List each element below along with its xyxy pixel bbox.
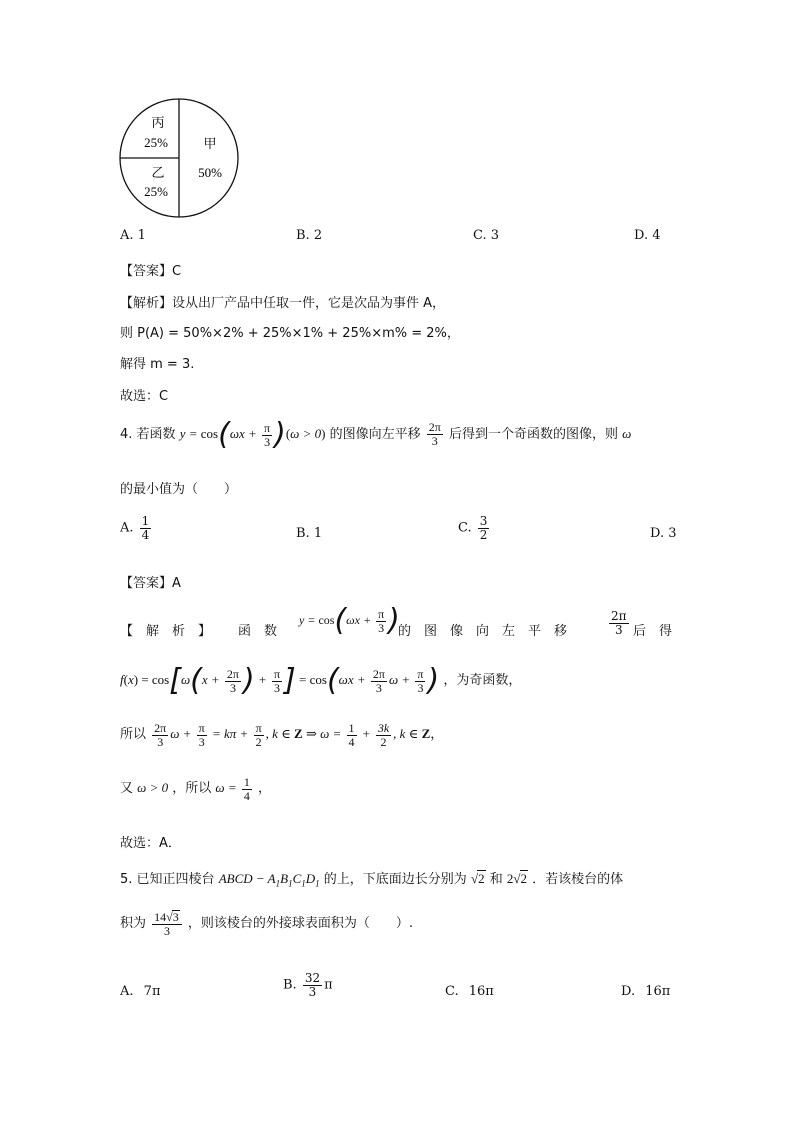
q5-option-c-value: 16π bbox=[468, 984, 494, 999]
q5-stem-line2 bbox=[120, 910, 413, 937]
pie-slice-label-yi: 25% bbox=[144, 184, 168, 199]
q5-volume-fraction: $\frac{14√3}{3}$ bbox=[152, 910, 182, 937]
q4-option-d: D. 3 bbox=[650, 526, 677, 541]
q3-analysis-line1: 【解析】设从出厂产品中任取一件，它是次品为事件 A， bbox=[120, 296, 446, 311]
pie-slice-name-bing: 丙 bbox=[151, 116, 165, 131]
q4-omega-positive: ω > 0 bbox=[137, 780, 169, 796]
q5-number: 5. bbox=[120, 872, 133, 887]
q4-analysis-label: 【 解 析 】 bbox=[120, 624, 212, 639]
q4-line4-end: ， bbox=[258, 781, 272, 797]
q4-number: 4. bbox=[120, 426, 133, 442]
q5-option-c-label: C. bbox=[445, 984, 459, 999]
q5-stem-f: ，则该棱台的外接球表面积为（ ）. bbox=[187, 916, 414, 932]
pie-slice-label-bing: 25% bbox=[144, 135, 168, 150]
q5-option-a-value: 7π bbox=[143, 984, 161, 999]
q4-analysis-word: 函 数 bbox=[238, 624, 278, 639]
q4-stem-line2: 的最小值为（ ） bbox=[120, 482, 238, 497]
q4-stem-c: 后得到一个奇函数的图像，则 bbox=[448, 426, 618, 442]
q4-shift-fraction: $\frac{2\pi}{3}$ bbox=[428, 420, 441, 448]
q3-answer: 【答案】C bbox=[120, 264, 182, 279]
pie-slice-name-yi: 乙 bbox=[151, 166, 165, 181]
q5-option-d-label: D. bbox=[621, 984, 636, 999]
q4-option-b: B. 1 bbox=[296, 526, 323, 541]
q5-top-edge: √2 bbox=[470, 871, 485, 886]
q4-analysis-end: 后 得 bbox=[633, 624, 673, 639]
q4-omega-symbol: ω bbox=[622, 425, 632, 441]
q4-stem-line1 bbox=[120, 417, 632, 452]
q4-conclusion: 故选：A． bbox=[120, 836, 181, 851]
q3-option-c: C. 3 bbox=[473, 228, 500, 243]
q4-line4-mid: ，所以 bbox=[172, 781, 212, 797]
q5-option-b-value: $\frac{32}{3}$ bbox=[304, 971, 321, 999]
q3-option-d: D. 4 bbox=[634, 228, 661, 243]
q4-stem-a: 若函数 bbox=[136, 426, 176, 442]
q5-stem-e: 积为 bbox=[120, 916, 147, 932]
q3-conclusion: 故选：C bbox=[120, 389, 169, 404]
pie-slice-name-jia: 甲 bbox=[203, 137, 217, 152]
q5-frustum-name: ABCD − $A_1B_1C_1D_1$ bbox=[218, 871, 320, 889]
q4-stem-b: 的图像向左平移 bbox=[329, 426, 421, 442]
q4-analysis-tail: 的 图 像 向 左 平 移 bbox=[398, 624, 568, 639]
q4-analysis-line3: 所以 $\frac{2\pi}{3}$ ω + $\frac{\pi}{3}$ = kπ + $\frac{\pi}{2}$ , k ∈ Z ⇒ ω = $\frac{1}{4}$ + $\frac{3k}{2}$ , k ∈ Z， bbox=[120, 721, 444, 749]
q4-line4-prefix: 又 bbox=[120, 781, 134, 797]
q4-option-a-value: $\frac{1}{4}$ bbox=[141, 514, 150, 542]
q4-option-c-label: C. bbox=[458, 520, 472, 536]
q4-analysis-shift-fraction: $\frac{2\pi}{3}$ bbox=[611, 609, 627, 637]
q4-option-c bbox=[458, 515, 491, 541]
q4-analysis-line4 bbox=[120, 776, 271, 802]
q5-bottom-edge: 2√2 bbox=[506, 871, 528, 886]
q4-f-expression: f(x) = cos[ω(x + $\frac{2\pi}{3}$ ) + $\frac{\pi}{3}$ ] = cos(ωx + $\frac{2\pi}{3}$ ω + $\frac{\pi}{3}$ ) bbox=[120, 663, 440, 698]
q4-option-a-label: A. bbox=[120, 520, 134, 536]
q5-option-a bbox=[120, 984, 161, 999]
q5-stem-a: 已知正四棱台 bbox=[136, 872, 215, 887]
q5-option-d-value: 16π bbox=[645, 984, 671, 999]
q4-option-a bbox=[120, 515, 153, 541]
q5-option-b: B. $\frac{32}{3}$ π bbox=[283, 971, 333, 999]
q4-option-c-value: $\frac{3}{2}$ bbox=[479, 514, 488, 542]
q5-option-b-label: B. bbox=[283, 977, 297, 993]
q4-line3-prefix: 所以 bbox=[120, 727, 147, 743]
q5-option-d bbox=[621, 984, 670, 999]
q4-line2-tail: ，为奇函数， bbox=[443, 672, 522, 688]
q5-stem-line1 bbox=[120, 868, 623, 889]
q4-answer: 【答案】A bbox=[120, 576, 181, 591]
q5-stem-b: 的上，下底面边长分别为 bbox=[323, 872, 467, 887]
q5-stem-d: ．若该棱台的体 bbox=[532, 872, 624, 887]
q4-function-formula: y = cos(ωx + $\frac{\pi}{3}$ )(ω > 0) bbox=[179, 417, 326, 452]
pie-chart bbox=[118, 97, 242, 219]
q3-analysis-line2: 则 P(A) = 50%×2% + 25%×1% + 25%×m% = 2%， bbox=[120, 326, 460, 341]
q5-option-c bbox=[445, 984, 494, 999]
q4-analysis-line2 bbox=[120, 663, 522, 698]
q3-option-b: B. 2 bbox=[296, 228, 323, 243]
q3-option-a: A. 1 bbox=[120, 228, 146, 243]
q5-option-a-label: A. bbox=[120, 984, 134, 999]
q5-stem-c: 和 bbox=[489, 872, 503, 887]
q3-analysis-line3: 解得 m = 3. bbox=[120, 357, 195, 372]
q4-omega-equation: $\frac{2\pi}{3}$ ω + $\frac{\pi}{3}$ = kπ + $\frac{\pi}{2}$ , k ∈ Z ⇒ ω = $\frac{1}{4}$ + $\frac{3k}{2}$ , k ∈ Z bbox=[154, 721, 431, 749]
q4-omega-result: ω = $\frac{1}{4}$ bbox=[215, 775, 250, 803]
pie-slice-label-jia: 50% bbox=[198, 165, 222, 180]
q4-analysis-function: y = cos(ωx + $\frac{\pi}{3}$ ) bbox=[299, 603, 400, 638]
